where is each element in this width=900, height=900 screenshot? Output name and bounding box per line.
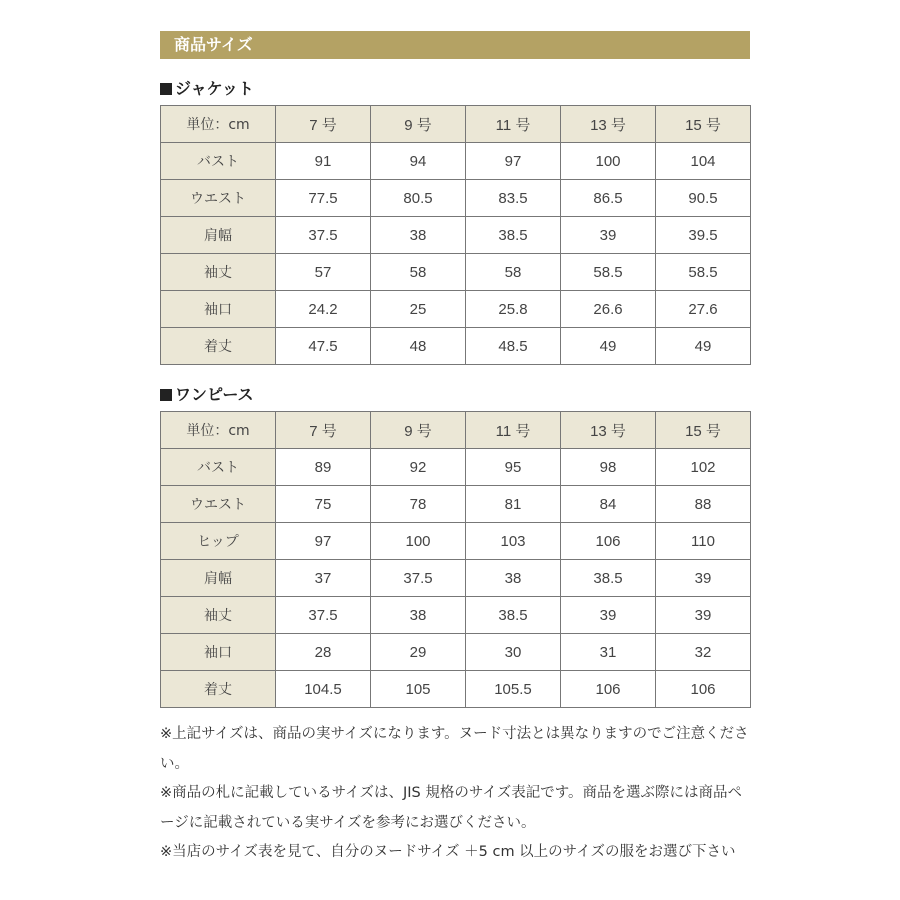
table-cell: 39 <box>561 217 656 254</box>
table-cell: 48 <box>371 328 466 365</box>
table-cell: 27.6 <box>656 291 751 328</box>
size-notes <box>160 720 755 868</box>
column-header: 11 号 <box>466 412 561 449</box>
table-cell: 106 <box>561 523 656 560</box>
table-cell: 103 <box>466 523 561 560</box>
column-header: 13 号 <box>561 106 656 143</box>
table-header-row <box>161 412 751 449</box>
table-cell: 26.6 <box>561 291 656 328</box>
table-header-row <box>161 106 751 143</box>
table-cell: 25.8 <box>466 291 561 328</box>
table-cell: 88 <box>656 486 751 523</box>
table-cell: 38.5 <box>466 597 561 634</box>
table-cell: 39 <box>656 560 751 597</box>
table-cell: 38.5 <box>466 217 561 254</box>
table-row <box>161 560 751 597</box>
table-cell: 77.5 <box>276 180 371 217</box>
row-label: 袖口 <box>161 291 276 328</box>
column-header: 9 号 <box>371 106 466 143</box>
row-label: 袖丈 <box>161 254 276 291</box>
table-cell: 58 <box>371 254 466 291</box>
row-label: バスト <box>161 449 276 486</box>
table-cell: 29 <box>371 634 466 671</box>
table-cell: 37.5 <box>371 560 466 597</box>
row-label: 着丈 <box>161 671 276 708</box>
column-header: 15 号 <box>656 412 751 449</box>
table-cell: 39 <box>656 597 751 634</box>
table-cell: 25 <box>371 291 466 328</box>
note-text: ※当店のサイズ表を見て、自分のヌードサイズ ＋5 cm 以上のサイズの服をお選び下さい <box>160 844 736 860</box>
table-cell: 78 <box>371 486 466 523</box>
table-cell: 32 <box>656 634 751 671</box>
table-row <box>161 671 751 708</box>
square-bullet-icon <box>160 83 172 95</box>
table-cell: 31 <box>561 634 656 671</box>
table-cell: 106 <box>656 671 751 708</box>
table-cell: 28 <box>276 634 371 671</box>
table-cell: 102 <box>656 449 751 486</box>
table-cell: 37 <box>276 560 371 597</box>
jacket-section-title: ジャケット <box>160 77 254 101</box>
table-cell: 105.5 <box>466 671 561 708</box>
table-cell: 49 <box>561 328 656 365</box>
table-cell: 38 <box>371 597 466 634</box>
square-bullet-icon <box>160 389 172 401</box>
column-header: 11 号 <box>466 106 561 143</box>
row-label: ヒップ <box>161 523 276 560</box>
table-cell: 83.5 <box>466 180 561 217</box>
table-cell: 39.5 <box>656 217 751 254</box>
section-header-bar <box>160 31 750 59</box>
table-cell: 110 <box>656 523 751 560</box>
table-row <box>161 486 751 523</box>
table-cell: 39 <box>561 597 656 634</box>
table-cell: 58.5 <box>656 254 751 291</box>
table-cell: 38 <box>466 560 561 597</box>
header-title: 商品サイズ <box>174 35 253 54</box>
table-cell: 97 <box>276 523 371 560</box>
column-header: 9 号 <box>371 412 466 449</box>
table-cell: 89 <box>276 449 371 486</box>
table-cell: 47.5 <box>276 328 371 365</box>
table-cell: 84 <box>561 486 656 523</box>
table-cell: 37.5 <box>276 597 371 634</box>
table-row <box>161 254 751 291</box>
table-cell: 24.2 <box>276 291 371 328</box>
table-cell: 91 <box>276 143 371 180</box>
table-cell: 38.5 <box>561 560 656 597</box>
table-cell: 57 <box>276 254 371 291</box>
jacket-size-table <box>160 105 751 365</box>
column-header: 13 号 <box>561 412 656 449</box>
table-row <box>161 523 751 560</box>
unit-label: 単位：cm <box>161 106 276 143</box>
table-cell: 92 <box>371 449 466 486</box>
table-row <box>161 597 751 634</box>
row-label: 肩幅 <box>161 217 276 254</box>
table-cell: 95 <box>466 449 561 486</box>
table-cell: 86.5 <box>561 180 656 217</box>
table-cell: 100 <box>561 143 656 180</box>
table-cell: 58 <box>466 254 561 291</box>
column-header: 7 号 <box>276 106 371 143</box>
row-label: 肩幅 <box>161 560 276 597</box>
dress-size-table <box>160 411 751 708</box>
column-header: 7 号 <box>276 412 371 449</box>
row-label: 着丈 <box>161 328 276 365</box>
note-text: ※上記サイズは、商品の実サイズになります。ヌード寸法とは異なりますのでご注意ください。 <box>160 726 749 772</box>
table-cell: 94 <box>371 143 466 180</box>
table-cell: 58.5 <box>561 254 656 291</box>
row-label: 袖口 <box>161 634 276 671</box>
table-cell: 90.5 <box>656 180 751 217</box>
table-cell: 81 <box>466 486 561 523</box>
table-cell: 49 <box>656 328 751 365</box>
table-cell: 97 <box>466 143 561 180</box>
row-label: バスト <box>161 143 276 180</box>
table-cell: 75 <box>276 486 371 523</box>
unit-label: 単位：cm <box>161 412 276 449</box>
table-cell: 37.5 <box>276 217 371 254</box>
table-cell: 105 <box>371 671 466 708</box>
table-row <box>161 143 751 180</box>
table-cell: 38 <box>371 217 466 254</box>
row-label: 袖丈 <box>161 597 276 634</box>
table-cell: 100 <box>371 523 466 560</box>
table-cell: 104.5 <box>276 671 371 708</box>
table-row <box>161 328 751 365</box>
table-row <box>161 291 751 328</box>
table-row <box>161 217 751 254</box>
row-label: ウエスト <box>161 180 276 217</box>
table-cell: 98 <box>561 449 656 486</box>
table-cell: 106 <box>561 671 656 708</box>
table-row <box>161 180 751 217</box>
table-cell: 104 <box>656 143 751 180</box>
row-label: ウエスト <box>161 486 276 523</box>
table-cell: 80.5 <box>371 180 466 217</box>
table-row <box>161 449 751 486</box>
table-row <box>161 634 751 671</box>
dress-section-title: ワンピース <box>160 383 254 407</box>
note-text: ※商品の札に記載しているサイズは、JIS 規格のサイズ表記です。商品を選ぶ際には商品ページに記載されている実サイズを参考にお選びください。 <box>160 785 743 831</box>
table-cell: 48.5 <box>466 328 561 365</box>
table-cell: 30 <box>466 634 561 671</box>
column-header: 15 号 <box>656 106 751 143</box>
